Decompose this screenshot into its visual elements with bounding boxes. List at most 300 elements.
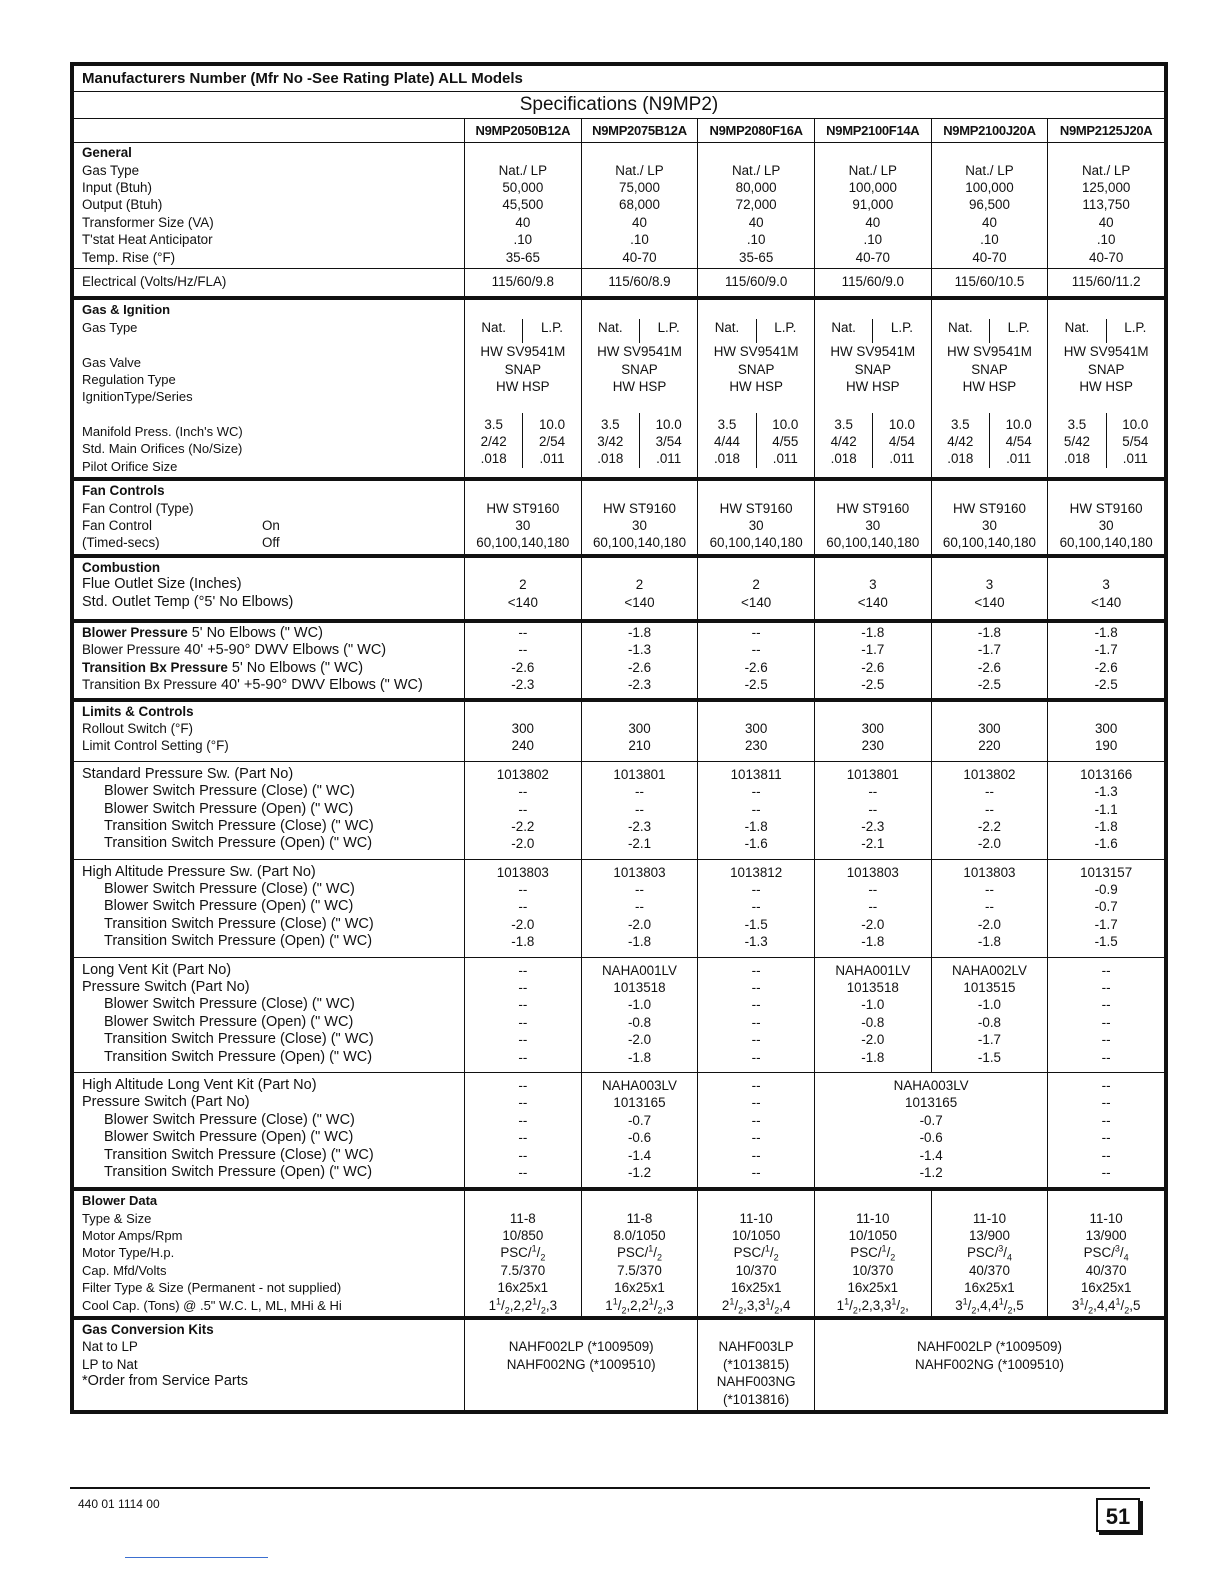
cell-value: -- [751,784,761,800]
cell-value: $3^1/_2,4,4^1/_2,5$ [955,1296,1024,1316]
cell-value: -- [635,784,644,800]
cell-value: .011 [1122,451,1148,467]
gas-type-split [582,319,698,343]
cell-value: -- [1101,1032,1111,1048]
spec-title: Specifications (N9MP2) [74,92,1165,118]
row-label: Transition Switch Pressure (Open) (" WC) [104,933,373,950]
cell-value: <140 [1091,594,1122,610]
value-cell [1048,761,1165,859]
cell-value: HW HSP [612,378,667,394]
cell-value: SNAP [737,361,775,377]
cell-value: 40-70 [622,249,657,265]
cell-value: -- [751,1164,761,1180]
off-label: Off [262,535,280,551]
cell-value: NAHF002NG (*1009510) [506,1356,656,1372]
value-cell [814,1318,1164,1410]
cell-value: -- [751,1130,761,1146]
cell-value: -1.3 [627,642,652,658]
row-label: High Altitude Pressure Sw. (Part No) [82,863,316,880]
section-heading: Gas Conversion Kits [82,1322,214,1338]
nat-values [932,413,990,468]
row-label: Cool Cap. (Tons) @ .5" W.C. L, ML, MHi & Hi [82,1297,342,1313]
cell-value: SNAP [854,361,892,377]
spacer-line [582,703,698,720]
cell-value: .10 [863,232,883,248]
cell-value: 75,000 [619,180,660,195]
cell-value: -- [518,1032,528,1048]
cell-value: -- [751,801,761,817]
value-cell [581,143,698,269]
cell-value: 72,000 [735,197,777,213]
cell-value: PSC/$^1/_2$ [500,1244,546,1264]
link-underline [125,1557,268,1558]
natlp-split [932,413,1048,468]
cell-value: -- [1101,1130,1111,1146]
spacer-line [815,1321,1164,1338]
cell-value: HW ST9160 [719,500,793,516]
model-header: N9MP2080F16A [698,118,815,142]
cell-value: 60,100,140,180 [709,535,803,551]
spacer-line [698,144,814,161]
cell-value: HW SV9541M [1063,344,1149,360]
cell-value: NAHA001LV [835,962,911,978]
cell-value: 40 [982,214,997,230]
row-label: Transition Switch Pressure (Open) (" WC) [104,1163,373,1180]
value-cell [698,479,815,556]
cell-value: 3.5 [717,416,737,432]
cell-value: .011 [656,451,682,467]
cell-value: 10.0 [1122,416,1149,432]
row-label: Blower Switch Pressure (Close) (" WC) [104,881,355,898]
cell-value: <140 [741,594,772,610]
cell-value: 4/42 [830,434,857,450]
row-labels [74,1072,465,1189]
cell-value: -- [518,980,528,996]
cell-value: 16x25x1 [497,1280,549,1296]
gas-ignition-cell [931,298,1048,479]
cell-value: 3 [985,577,994,593]
spacer-line [1048,482,1164,499]
cell-value: -- [1101,962,1111,978]
cell-value: -2.6 [1094,659,1118,675]
cell-value: NAHF002LP (*1009509) [917,1339,1062,1355]
cell-value: -- [1101,1147,1111,1163]
cell-value: -1.0 [861,997,885,1013]
cell-value: 115/60/10.5 [954,273,1025,289]
long-vent-kit-section [74,957,1165,1072]
nat-label: Nat. [465,319,523,343]
value-cell [465,621,582,700]
row-label-rest: 40' +5-90° DWV Elbows (" WC) [216,677,423,694]
cell-value: HW HSP [496,378,550,394]
cell-value: -2.1 [861,836,885,852]
gas-ignition-cell [581,298,698,479]
spacer-line [815,559,931,576]
cell-value: -1.7 [977,642,1001,658]
cell-value: 40 [515,214,531,230]
cell-value: 1013518 [846,980,899,996]
cell-value: -- [751,882,761,898]
cell-value: 10.0 [888,416,915,432]
row-labels [74,859,465,957]
cell-value: -2.0 [861,916,885,932]
cell-value: -- [751,1014,761,1030]
cell-value: <140 [857,594,888,610]
blank-header-cell [74,118,465,142]
row-label-rest: 40' +5-90° DWV Elbows (" WC) [180,642,387,659]
row-label: Flue Outlet Size (Inches) [82,576,242,593]
cell-value: -2.0 [627,916,652,932]
cell-value: 11-10 [1089,1210,1123,1226]
cell-value: -1.7 [1094,916,1118,932]
section-heading: Gas & Ignition [82,302,171,318]
general-section [74,143,1165,269]
cell-value: 40 [632,214,647,230]
cell-value: 4/55 [772,434,799,450]
cell-value: 10/1050 [848,1228,897,1244]
cell-value: 30 [632,518,647,534]
cell-value: -2.0 [977,836,1001,852]
cell-value: 11-8 [626,1210,653,1226]
cell-value: NAHF003NG [716,1374,796,1390]
high-altitude-long-vent-kit-section [74,1072,1165,1189]
cell-value: -0.6 [919,1130,943,1146]
cell-value: -1.4 [627,1147,652,1163]
cell-value: -- [984,801,994,817]
cell-value: PSC/$^3/_4$ [966,1244,1012,1264]
cell-value: 115/60/9.8 [491,273,554,289]
cell-value: -- [868,882,878,898]
cell-value: NAHF002NG (*1009510) [915,1356,1064,1372]
high-altitude-pressure-switch-section [74,859,1165,957]
value-cell [698,556,815,621]
value-cell [1048,143,1165,269]
value-cell [465,1189,582,1318]
cell-value: 1013803 [613,864,666,880]
cell-value: 190 [1094,738,1118,754]
cell-value: 16x25x1 [1080,1280,1132,1296]
row-label: Blower Switch Pressure (Close) (" WC) [104,1111,355,1128]
cell-value: -- [1101,1112,1111,1128]
cell-value: NAHA003LV [893,1077,969,1093]
cell-value: <140 [974,594,1005,610]
cell-value: -2.3 [627,677,652,693]
value-cell [814,859,931,957]
lp-values [523,413,580,468]
cell-value: -2.3 [627,818,652,834]
value-cell [581,479,698,556]
cell-value: -2.0 [627,1032,652,1048]
spacer-line [815,301,931,318]
cell-value: 16x25x1 [730,1280,782,1296]
cell-value: Nat./ LP [965,162,1014,178]
row-label: Motor Type/H.p. [82,1245,175,1261]
spacer-line [1048,395,1164,412]
nat-values [465,413,523,468]
cell-value: -0.7 [627,1112,652,1128]
cell-value: (*1013815) [723,1356,790,1372]
row-label: IgnitionType/Series [82,389,193,405]
cell-value: 5/54 [1122,434,1149,450]
spacer-line [815,395,931,412]
value-cell [814,479,931,556]
cell-value: -0.8 [977,1014,1001,1030]
cell-value: 3 [1102,577,1110,593]
cell-value: 40 [748,214,764,230]
spacer-line [932,395,1048,412]
value-cell [465,268,582,298]
cell-value: 300 [511,720,534,736]
cell-value: $1^1/_2,2,3,3^1/_2$, [836,1296,909,1316]
cell-value: -2.0 [861,1032,885,1048]
spacer-line [582,559,698,576]
cell-value: 11-10 [856,1210,890,1226]
value-cell [814,1072,1047,1189]
page-number: 51 [1096,1498,1140,1532]
cell-value: -1.8 [977,624,1001,640]
cell-value: HW ST9160 [486,500,560,516]
cell-value: HW ST9160 [952,500,1026,516]
value-cell [814,761,931,859]
cell-value: NAHA003LV [602,1077,677,1093]
row-label [82,676,464,693]
cell-value: -- [518,1112,528,1128]
cell-value: -0.6 [627,1130,652,1146]
cell-value: -- [751,642,761,658]
spacer-line [1048,301,1164,318]
model-header: N9MP2075B12A [581,118,698,142]
nat-values [582,413,640,468]
cell-value: Nat./ LP [848,162,897,178]
row-label: Blower Switch Pressure (Close) (" WC) [104,996,355,1013]
spacer-line [698,1321,814,1338]
value-cell [1048,556,1165,621]
cell-value: 125,000 [1081,180,1131,195]
cell-value: SNAP [504,361,542,377]
cell-value: 1013518 [613,980,666,996]
value-cell [931,859,1048,957]
lp-values [873,413,930,468]
cell-value: .10 [746,232,766,248]
cell-value: 60,100,140,180 [942,535,1036,551]
cell-value: 60,100,140,180 [1059,535,1153,551]
natlp-split [815,413,931,468]
cell-value: -2.6 [511,659,535,675]
cell-value: Nat./ LP [731,162,781,178]
cell-value: -- [751,1049,761,1065]
cell-value: 2 [519,577,527,593]
cell-value: .018 [713,451,740,467]
spacer-line [465,703,581,720]
cell-value: -1.5 [744,916,768,932]
value-cell [581,268,698,298]
cell-value: 16x25x1 [964,1280,1015,1296]
cell-value: 35-65 [505,249,540,265]
blower-pressure-section [74,621,1165,700]
gas-type-split [1048,319,1164,343]
value-cell [814,268,931,298]
cell-value: 11-8 [509,1210,536,1226]
cell-value: <140 [624,594,655,610]
value-cell [931,700,1048,762]
cell-value: Nat./ LP [1081,162,1131,178]
cell-value: -2.6 [861,659,885,675]
standard-pressure-switch-section [74,761,1165,859]
spacer-line [1048,559,1164,576]
cell-value: HW SV9541M [830,344,916,360]
natlp-split [582,413,698,468]
row-label: Input (Btuh) [82,180,152,195]
row-label: Std. Outlet Temp (°5' No Elbows) [82,593,294,610]
value-cell [814,143,931,269]
nat-values [1048,413,1106,468]
cell-value: 30 [515,518,531,534]
cell-value: -- [518,997,528,1013]
cell-value: -2.3 [861,818,885,834]
cell-value: 40/370 [1085,1262,1127,1278]
cell-value: -- [518,1049,528,1065]
cell-value: HW SV9541M [597,344,682,360]
row-labels [74,479,465,556]
value-cell [1048,957,1165,1072]
spacer-line [698,301,814,318]
row-label: *Order from Service Parts [82,1373,248,1390]
row-label-rest: 5' No Elbows (" WC) [187,624,323,641]
cell-value: 30 [748,518,764,534]
row-label: Blower Switch Pressure (Open) (" WC) [104,898,354,915]
cell-value: -- [518,1147,528,1163]
cell-value: SNAP [1087,361,1125,377]
cell-value: 80,000 [735,180,777,195]
row-labels [74,761,465,859]
value-cell [814,621,931,700]
cell-value: -2.6 [744,659,768,675]
cell-value: -1.7 [861,642,885,658]
cell-value: -- [751,1112,761,1128]
cell-value: 68,000 [619,197,660,213]
cell-value: -1.8 [744,818,768,834]
row-label: Temp. Rise (°F) [82,249,176,265]
cell-value: 60,100,140,180 [826,535,920,551]
cell-value: 1013801 [846,766,899,782]
cell-value: (*1013816) [723,1391,790,1407]
cell-value: -1.8 [861,1049,885,1065]
nat-values [815,413,873,468]
cell-value: .018 [480,451,507,467]
section-heading: Limits & Controls [82,703,194,719]
row-label: Gas Valve [82,354,142,370]
cell-value: -- [518,962,528,978]
gas-type-split [698,319,814,343]
value-cell [581,556,698,621]
cell-value: -1.2 [627,1164,652,1180]
cell-value: 100,000 [965,180,1014,195]
cell-value: 3.5 [484,416,503,432]
cell-value: -0.9 [1094,882,1118,898]
cell-value: 115/60/8.9 [608,273,671,289]
value-cell [698,859,815,957]
row-label: Electrical (Volts/Hz/FLA) [82,273,227,289]
cell-value: -2.0 [511,836,535,852]
row-label: Limit Control Setting (°F) [82,738,229,754]
natlp-split [1048,413,1164,468]
cell-value: 2/42 [480,434,507,450]
value-cell [581,1072,698,1189]
cell-value: .018 [1063,451,1090,467]
spacer-line [698,559,814,576]
cell-value: .10 [980,232,999,248]
cell-value: 60,100,140,180 [592,535,687,551]
value-cell [1048,1072,1165,1189]
spacer-line [932,703,1048,720]
cell-value: 210 [628,738,651,754]
row-labels [74,143,465,269]
cell-value: .10 [630,232,649,248]
spacer-line [465,144,581,161]
cell-value: NAHA002LV [951,962,1027,978]
lp-label: L.P. [657,319,680,335]
cell-value: PSC/$^3/_4$ [1083,1244,1129,1264]
value-cell [1048,268,1165,298]
cell-value: 40-70 [1089,249,1124,265]
cell-value: 230 [744,738,768,754]
lp-values [757,413,814,468]
cell-value: -- [751,1147,761,1163]
row-labels [74,298,465,479]
spacer-line [582,395,698,412]
cell-value: -- [518,1095,528,1111]
cell-value: 10/370 [852,1262,894,1278]
cell-value: 113,750 [1082,197,1130,213]
spacer-line [1048,703,1164,720]
row-label: Transition Switch Pressure (Close) (" WC) [104,817,374,834]
cell-value: 3/42 [597,434,624,450]
cell-value: 40-70 [855,249,890,265]
cell-value: .011 [772,451,798,467]
cell-value: -1.7 [1094,642,1118,658]
row-label [82,624,464,641]
gas-ignition-cell [1048,298,1165,479]
cell-value: PSC/$^1/_2$ [850,1244,896,1264]
row-label: Pilot Orifice Size [82,458,178,474]
row-label: Pressure Switch (Part No) [82,1094,250,1111]
spacer-line [465,1321,697,1338]
cell-value: 300 [628,720,651,736]
spacer-line [465,1192,581,1209]
cell-value: 16x25x1 [847,1280,899,1296]
cell-value: 4/54 [1005,434,1032,450]
cell-value: -- [1101,1095,1111,1111]
spacer-line [82,406,464,423]
mfr-title-row [74,66,1165,92]
spacer-line [465,395,581,412]
value-cell [1048,700,1165,762]
spacer-line [465,482,581,499]
cell-value: .018 [597,451,624,467]
value-cell [698,143,815,269]
cell-value: SNAP [621,361,658,377]
value-cell [698,1189,815,1318]
value-cell [465,700,582,762]
cell-value: -- [518,784,528,800]
cell-value: -2.2 [977,818,1001,834]
cell-value: 1013812 [730,864,783,880]
section-heading: Combustion [82,559,161,575]
row-labels [74,957,465,1072]
cell-value: -1.6 [1094,836,1118,852]
value-cell [698,268,815,298]
cell-value: -- [751,997,761,1013]
